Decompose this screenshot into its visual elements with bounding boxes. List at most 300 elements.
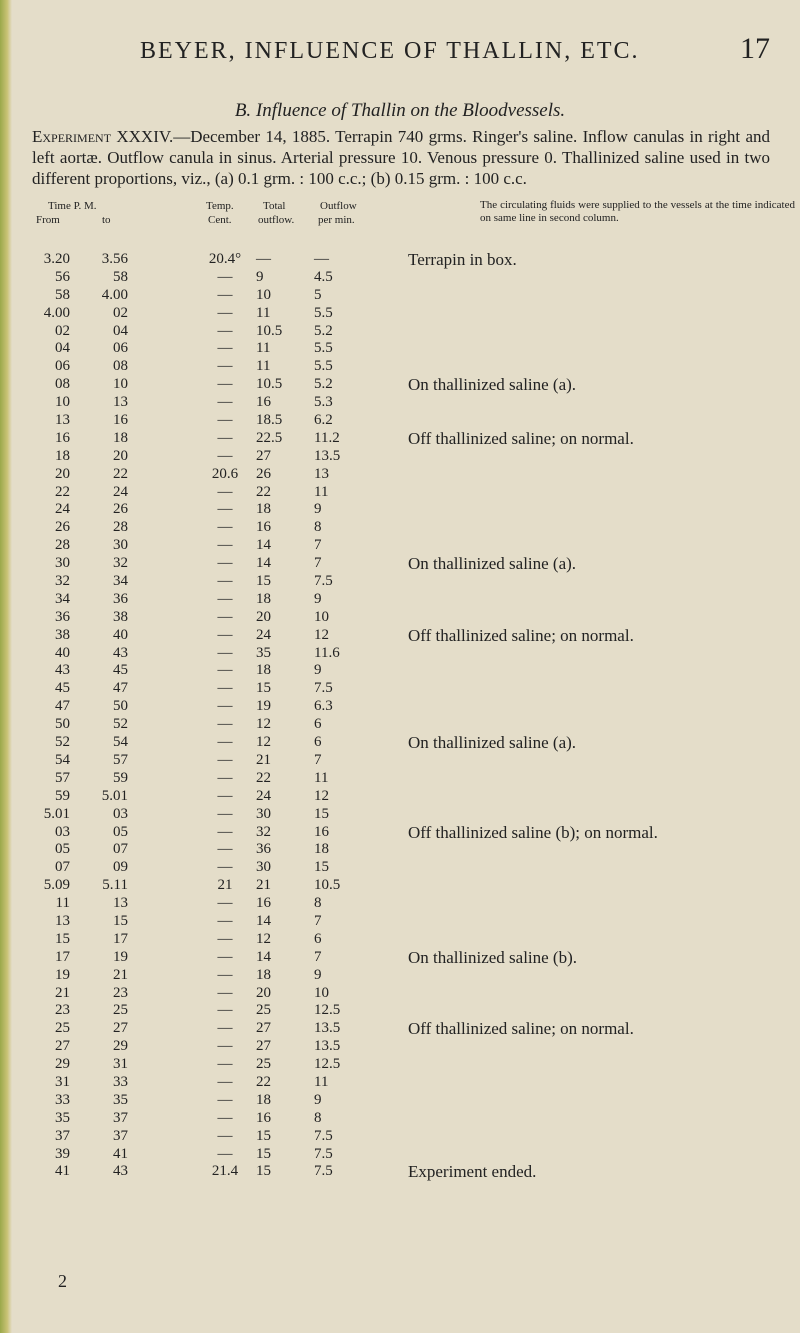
cell-from: 43 bbox=[55, 662, 70, 679]
cell-remark: Off thallinized saline; on normal. bbox=[408, 428, 634, 448]
cell-outflow-per-min: 11.2 bbox=[314, 429, 340, 446]
cell-temp: — bbox=[217, 573, 233, 590]
cell-temp: — bbox=[217, 644, 233, 661]
cell-from: 56 bbox=[55, 268, 70, 285]
cell-from: 58 bbox=[55, 286, 70, 303]
cell-total-outflow: 22 bbox=[256, 1073, 271, 1090]
cell-temp: — bbox=[217, 1073, 233, 1090]
cell-total-outflow: 24 bbox=[256, 626, 271, 643]
cell-to: 13 bbox=[113, 895, 128, 912]
cell-temp: — bbox=[217, 984, 233, 1001]
cell-to: 37 bbox=[113, 1109, 128, 1126]
cell-to: 5.01 bbox=[101, 787, 128, 804]
table-row bbox=[0, 877, 800, 895]
cell-temp: — bbox=[217, 340, 233, 357]
cell-from: 36 bbox=[55, 608, 70, 625]
cell-from: 24 bbox=[55, 501, 70, 518]
cell-total-outflow: 19 bbox=[256, 698, 271, 715]
cell-to: 22 bbox=[113, 465, 128, 482]
cell-outflow-per-min: 12 bbox=[314, 626, 329, 643]
cell-total-outflow: 15 bbox=[256, 573, 271, 590]
cell-to: 54 bbox=[113, 734, 128, 751]
cell-from: 33 bbox=[55, 1091, 70, 1108]
cell-temp: — bbox=[217, 608, 233, 625]
table-row bbox=[0, 609, 800, 627]
cell-temp: — bbox=[217, 537, 233, 554]
cell-temp: — bbox=[217, 590, 233, 607]
cell-temp: — bbox=[217, 1127, 233, 1144]
cell-outflow-per-min: 11 bbox=[314, 769, 329, 786]
cell-total-outflow: 14 bbox=[256, 555, 271, 572]
cell-from: 31 bbox=[55, 1073, 70, 1090]
cell-outflow-per-min: 18 bbox=[314, 841, 329, 858]
table-row bbox=[0, 662, 800, 680]
cell-remark: Experiment ended. bbox=[408, 1162, 537, 1182]
cell-total-outflow: 16 bbox=[256, 519, 271, 536]
table-row bbox=[0, 591, 800, 609]
table-row bbox=[0, 323, 800, 341]
cell-from: 59 bbox=[55, 787, 70, 804]
cell-from: 13 bbox=[55, 912, 70, 929]
cell-outflow-per-min: 7.5 bbox=[314, 1163, 333, 1180]
cell-to: 09 bbox=[113, 859, 128, 876]
table-row bbox=[0, 931, 800, 949]
cell-to: 10 bbox=[113, 376, 128, 393]
cell-from: 10 bbox=[55, 394, 70, 411]
cell-outflow-per-min: 6 bbox=[314, 716, 322, 733]
table-row bbox=[0, 1163, 800, 1181]
cell-from: 57 bbox=[55, 769, 70, 786]
cell-outflow-per-min: 6.2 bbox=[314, 412, 333, 429]
cell-to: 05 bbox=[113, 823, 128, 840]
cell-temp: — bbox=[217, 1020, 233, 1037]
cell-outflow-per-min: 10 bbox=[314, 984, 329, 1001]
cell-to: 29 bbox=[113, 1038, 128, 1055]
cell-total-outflow: 21 bbox=[256, 877, 271, 894]
cell-outflow-per-min: 9 bbox=[314, 1091, 322, 1108]
cell-outflow-per-min: 10 bbox=[314, 608, 329, 625]
cell-to: 06 bbox=[113, 340, 128, 357]
cell-to: 4.00 bbox=[101, 286, 128, 303]
cell-temp: — bbox=[217, 859, 233, 876]
cell-temp: — bbox=[217, 1002, 233, 1019]
cell-outflow-per-min: 9 bbox=[314, 590, 322, 607]
cell-from: 5.01 bbox=[43, 805, 70, 822]
table-row bbox=[0, 895, 800, 913]
cell-from: 06 bbox=[55, 358, 70, 375]
table-row bbox=[0, 859, 800, 877]
cell-temp: — bbox=[217, 662, 233, 679]
table-row bbox=[0, 949, 800, 967]
cell-to: 23 bbox=[113, 984, 128, 1001]
cell-total-outflow: 25 bbox=[256, 1056, 271, 1073]
cell-to: 58 bbox=[113, 268, 128, 285]
cell-outflow-per-min: 15 bbox=[314, 805, 329, 822]
cell-total-outflow: 18 bbox=[256, 662, 271, 679]
table-row bbox=[0, 627, 800, 645]
cell-outflow-per-min: 8 bbox=[314, 895, 322, 912]
cell-outflow-per-min: 8 bbox=[314, 519, 322, 536]
cell-total-outflow: 12 bbox=[256, 734, 271, 751]
cell-total-outflow: 30 bbox=[256, 805, 271, 822]
header-from: From bbox=[36, 214, 60, 226]
cell-from: 16 bbox=[55, 429, 70, 446]
cell-from: 32 bbox=[55, 573, 70, 590]
table-row bbox=[0, 430, 800, 448]
cell-total-outflow: 16 bbox=[256, 895, 271, 912]
cell-from: 04 bbox=[55, 340, 70, 357]
cell-temp: — bbox=[217, 1056, 233, 1073]
header-total: Total bbox=[263, 200, 286, 212]
header-title: BEYER, INFLUENCE OF THALLIN, ETC. bbox=[140, 38, 640, 64]
cell-total-outflow: 20 bbox=[256, 608, 271, 625]
cell-outflow-per-min: 6.3 bbox=[314, 698, 333, 715]
cell-total-outflow: 10.5 bbox=[256, 376, 283, 393]
cell-outflow-per-min: 9 bbox=[314, 501, 322, 518]
cell-from: 35 bbox=[55, 1109, 70, 1126]
cell-outflow-per-min: 15 bbox=[314, 859, 329, 876]
cell-to: 18 bbox=[113, 429, 128, 446]
cell-to: 59 bbox=[113, 769, 128, 786]
cell-outflow-per-min: 7.5 bbox=[314, 573, 333, 590]
cell-outflow-per-min: 5 bbox=[314, 286, 322, 303]
cell-from: 54 bbox=[55, 751, 70, 768]
cell-to: 37 bbox=[113, 1127, 128, 1144]
table-row bbox=[0, 985, 800, 1003]
experiment-label: Experiment bbox=[32, 127, 112, 146]
cell-to: 34 bbox=[113, 573, 128, 590]
cell-from: 02 bbox=[55, 322, 70, 339]
cell-outflow-per-min: 9 bbox=[314, 662, 322, 679]
cell-from: 18 bbox=[55, 447, 70, 464]
cell-total-outflow: 26 bbox=[256, 465, 271, 482]
cell-from: 08 bbox=[55, 376, 70, 393]
cell-from: 3.20 bbox=[43, 251, 70, 267]
table-row bbox=[0, 555, 800, 573]
cell-temp: — bbox=[217, 805, 233, 822]
cell-total-outflow: 11 bbox=[256, 340, 271, 357]
cell-from: 47 bbox=[55, 698, 70, 715]
cell-from: 25 bbox=[55, 1020, 70, 1037]
cell-temp: — bbox=[217, 394, 233, 411]
page-number: 17 bbox=[740, 32, 770, 65]
cell-outflow-per-min: 7 bbox=[314, 555, 322, 572]
cell-temp: — bbox=[217, 429, 233, 446]
cell-to: 31 bbox=[113, 1056, 128, 1073]
header-remarks: The circulating fluids were supplied to the vessels at the time indicated on same line in second column. bbox=[480, 199, 795, 224]
cell-temp: — bbox=[217, 698, 233, 715]
cell-from: 23 bbox=[55, 1002, 70, 1019]
table-row bbox=[0, 305, 800, 323]
cell-from: 52 bbox=[55, 734, 70, 751]
cell-temp: — bbox=[217, 519, 233, 536]
table-row bbox=[0, 1056, 800, 1074]
cell-from: 30 bbox=[55, 555, 70, 572]
cell-from: 15 bbox=[55, 930, 70, 947]
cell-from: 37 bbox=[55, 1127, 70, 1144]
table-row bbox=[0, 519, 800, 537]
cell-total-outflow: 14 bbox=[256, 948, 271, 965]
cell-to: 02 bbox=[113, 304, 128, 321]
table-row bbox=[0, 358, 800, 376]
cell-outflow-per-min: — bbox=[314, 251, 329, 267]
cell-from: 13 bbox=[55, 412, 70, 429]
cell-remark: On thallinized saline (a). bbox=[408, 733, 577, 753]
cell-total-outflow: 18 bbox=[256, 590, 271, 607]
cell-to: 36 bbox=[113, 590, 128, 607]
experiment-table bbox=[0, 251, 800, 1181]
cell-temp: — bbox=[217, 787, 233, 804]
cell-total-outflow: 18 bbox=[256, 501, 271, 518]
cell-from: 50 bbox=[55, 716, 70, 733]
cell-temp: — bbox=[217, 447, 233, 464]
cell-to: 43 bbox=[113, 644, 128, 661]
cell-from: 4.00 bbox=[43, 304, 70, 321]
table-row bbox=[0, 1110, 800, 1128]
cell-to: 07 bbox=[113, 841, 128, 858]
cell-outflow-per-min: 12 bbox=[314, 787, 329, 804]
cell-temp: 20.6 bbox=[211, 465, 239, 482]
table-row bbox=[0, 340, 800, 358]
cell-from: 39 bbox=[55, 1145, 70, 1162]
cell-temp: — bbox=[217, 1145, 233, 1162]
table-row bbox=[0, 376, 800, 394]
table-row bbox=[0, 770, 800, 788]
cell-outflow-per-min: 5.5 bbox=[314, 358, 333, 375]
cell-temp: — bbox=[217, 1038, 233, 1055]
table-row bbox=[0, 1002, 800, 1020]
cell-total-outflow: 21 bbox=[256, 751, 271, 768]
cell-to: 50 bbox=[113, 698, 128, 715]
cell-total-outflow: 12 bbox=[256, 716, 271, 733]
cell-total-outflow: 16 bbox=[256, 1109, 271, 1126]
table-row bbox=[0, 251, 800, 269]
cell-temp: — bbox=[217, 376, 233, 393]
cell-temp: — bbox=[217, 680, 233, 697]
cell-total-outflow: 30 bbox=[256, 859, 271, 876]
cell-temp: — bbox=[217, 1091, 233, 1108]
cell-to: 25 bbox=[113, 1002, 128, 1019]
cell-temp: — bbox=[217, 358, 233, 375]
cell-outflow-per-min: 11.6 bbox=[314, 644, 340, 661]
cell-outflow-per-min: 13.5 bbox=[314, 447, 341, 464]
cell-outflow-per-min: 7 bbox=[314, 948, 322, 965]
cell-outflow-per-min: 11 bbox=[314, 483, 329, 500]
cell-outflow-per-min: 6 bbox=[314, 734, 322, 751]
cell-remark: Off thallinized saline (b); on normal. bbox=[408, 822, 658, 842]
cell-to: 28 bbox=[113, 519, 128, 536]
cell-total-outflow: 24 bbox=[256, 787, 271, 804]
cell-to: 40 bbox=[113, 626, 128, 643]
cell-temp: — bbox=[217, 626, 233, 643]
cell-temp: — bbox=[217, 841, 233, 858]
cell-to: 04 bbox=[113, 322, 128, 339]
cell-outflow-per-min: 13 bbox=[314, 465, 329, 482]
cell-to: 15 bbox=[113, 912, 128, 929]
cell-outflow-per-min: 10.5 bbox=[314, 877, 341, 894]
cell-outflow-per-min: 11 bbox=[314, 1073, 329, 1090]
cell-from: 29 bbox=[55, 1056, 70, 1073]
cell-outflow-per-min: 16 bbox=[314, 823, 329, 840]
cell-outflow-per-min: 5.5 bbox=[314, 340, 333, 357]
cell-temp: — bbox=[217, 555, 233, 572]
cell-outflow-per-min: 7.5 bbox=[314, 680, 333, 697]
table-row bbox=[0, 734, 800, 752]
table-row bbox=[0, 573, 800, 591]
cell-temp: — bbox=[217, 948, 233, 965]
table-row bbox=[0, 752, 800, 770]
cell-total-outflow: 27 bbox=[256, 1020, 271, 1037]
cell-from: 11 bbox=[55, 895, 70, 912]
cell-outflow-per-min: 5.3 bbox=[314, 394, 333, 411]
cell-temp: — bbox=[217, 966, 233, 983]
cell-outflow-per-min: 5.2 bbox=[314, 376, 333, 393]
table-row bbox=[0, 824, 800, 842]
table-row bbox=[0, 501, 800, 519]
cell-total-outflow: 15 bbox=[256, 1163, 271, 1180]
table-row bbox=[0, 394, 800, 412]
cell-total-outflow: 9 bbox=[256, 268, 264, 285]
cell-from: 05 bbox=[55, 841, 70, 858]
experiment-description bbox=[32, 126, 770, 189]
cell-to: 17 bbox=[113, 930, 128, 947]
cell-from: 26 bbox=[55, 519, 70, 536]
cell-temp: — bbox=[217, 322, 233, 339]
cell-to: 24 bbox=[113, 483, 128, 500]
cell-to: 5.11 bbox=[102, 877, 128, 894]
cell-remark: On thallinized saline (a). bbox=[408, 554, 577, 574]
signature-mark: 2 bbox=[58, 1271, 67, 1291]
cell-temp: — bbox=[217, 769, 233, 786]
table-row bbox=[0, 484, 800, 502]
cell-outflow-per-min: 7.5 bbox=[314, 1127, 333, 1144]
cell-from: 5.09 bbox=[43, 877, 70, 894]
cell-outflow-per-min: 12.5 bbox=[314, 1056, 341, 1073]
cell-to: 35 bbox=[113, 1091, 128, 1108]
cell-total-outflow: 11 bbox=[256, 304, 271, 321]
cell-total-outflow: 15 bbox=[256, 1145, 271, 1162]
table-row bbox=[0, 645, 800, 663]
cell-from: 41 bbox=[55, 1163, 70, 1180]
cell-total-outflow: 10 bbox=[256, 286, 271, 303]
running-header bbox=[140, 32, 770, 70]
cell-from: 20 bbox=[55, 465, 70, 482]
cell-temp: — bbox=[217, 483, 233, 500]
section-title: B. Influence of Thallin on the Bloodvessels. bbox=[234, 100, 566, 121]
table-row bbox=[0, 680, 800, 698]
cell-temp: — bbox=[217, 304, 233, 321]
table-row bbox=[0, 269, 800, 287]
table-row bbox=[0, 698, 800, 716]
cell-temp: 20.4° bbox=[208, 251, 242, 267]
cell-remark: Terrapin in box. bbox=[408, 250, 517, 269]
cell-to: 43 bbox=[113, 1163, 128, 1180]
table-row bbox=[0, 913, 800, 931]
cell-to: 47 bbox=[113, 680, 128, 697]
cell-to: 20 bbox=[113, 447, 128, 464]
table-row bbox=[0, 967, 800, 985]
header-total-unit: outflow. bbox=[258, 214, 295, 226]
table-row bbox=[0, 1092, 800, 1110]
cell-total-outflow: 14 bbox=[256, 912, 271, 929]
cell-outflow-per-min: 12.5 bbox=[314, 1002, 341, 1019]
table-row bbox=[0, 1020, 800, 1038]
cell-to: 3.56 bbox=[101, 251, 128, 267]
cell-temp: — bbox=[217, 412, 233, 429]
cell-total-outflow: 15 bbox=[256, 1127, 271, 1144]
cell-outflow-per-min: 5.5 bbox=[314, 304, 333, 321]
cell-total-outflow: 36 bbox=[256, 841, 271, 858]
cell-from: 22 bbox=[55, 483, 70, 500]
table-row bbox=[0, 466, 800, 484]
cell-total-outflow: 16 bbox=[256, 394, 271, 411]
cell-outflow-per-min: 4.5 bbox=[314, 268, 333, 285]
cell-to: 26 bbox=[113, 501, 128, 518]
table-row bbox=[0, 1128, 800, 1146]
cell-from: 38 bbox=[55, 626, 70, 643]
table-row bbox=[0, 412, 800, 430]
cell-from: 28 bbox=[55, 537, 70, 554]
cell-to: 32 bbox=[113, 555, 128, 572]
experiment-text: XXXIV.—December 14, 1885. Terrapin 740 grms. Ringer's saline. Inflow canulas in right and left aortæ. Outflow canula in sinus. Arterial pressure 10. Venous pressure 0. Thallinized saline used in two different proportions, viz., (a) 0.1 grm. : 100 c.c.; (b) 0.15 grm. : 100 c.c. bbox=[32, 127, 770, 188]
cell-outflow-per-min: 13.5 bbox=[314, 1038, 341, 1055]
cell-from: 03 bbox=[55, 823, 70, 840]
cell-total-outflow: 12 bbox=[256, 930, 271, 947]
cell-to: 41 bbox=[113, 1145, 128, 1162]
header-temp: Temp. bbox=[206, 200, 234, 212]
cell-temp: 21.4 bbox=[211, 1163, 239, 1180]
cell-total-outflow: 20 bbox=[256, 984, 271, 1001]
cell-total-outflow: 14 bbox=[256, 537, 271, 554]
table-row bbox=[0, 537, 800, 555]
cell-outflow-per-min: 7.5 bbox=[314, 1145, 333, 1162]
cell-temp: — bbox=[217, 823, 233, 840]
cell-outflow-per-min: 6 bbox=[314, 930, 322, 947]
cell-to: 30 bbox=[113, 537, 128, 554]
table-row bbox=[0, 841, 800, 859]
table-row bbox=[0, 1074, 800, 1092]
header-to: to bbox=[102, 214, 111, 226]
cell-total-outflow: 18 bbox=[256, 1091, 271, 1108]
table-row bbox=[0, 806, 800, 824]
cell-from: 17 bbox=[55, 948, 70, 965]
cell-total-outflow: 10.5 bbox=[256, 322, 283, 339]
cell-temp: — bbox=[217, 501, 233, 518]
cell-to: 19 bbox=[113, 948, 128, 965]
cell-from: 45 bbox=[55, 680, 70, 697]
cell-outflow-per-min: 7 bbox=[314, 751, 322, 768]
cell-outflow-per-min: 7 bbox=[314, 912, 322, 929]
cell-remark: On thallinized saline (a). bbox=[408, 375, 577, 395]
header-temp-unit: Cent. bbox=[208, 214, 232, 226]
cell-temp: — bbox=[217, 751, 233, 768]
cell-from: 34 bbox=[55, 590, 70, 607]
cell-total-outflow: 18.5 bbox=[256, 412, 283, 429]
cell-to: 03 bbox=[113, 805, 128, 822]
cell-to: 33 bbox=[113, 1073, 128, 1090]
header-outflow-unit: per min. bbox=[318, 214, 355, 226]
cell-total-outflow: 32 bbox=[256, 823, 271, 840]
cell-total-outflow: 27 bbox=[256, 447, 271, 464]
cell-from: 40 bbox=[55, 644, 70, 661]
cell-to: 45 bbox=[113, 662, 128, 679]
cell-to: 16 bbox=[113, 412, 128, 429]
cell-total-outflow: — bbox=[256, 251, 271, 267]
cell-outflow-per-min: 8 bbox=[314, 1109, 322, 1126]
cell-temp: 21 bbox=[217, 877, 233, 894]
cell-to: 21 bbox=[113, 966, 128, 983]
cell-temp: — bbox=[217, 716, 233, 733]
